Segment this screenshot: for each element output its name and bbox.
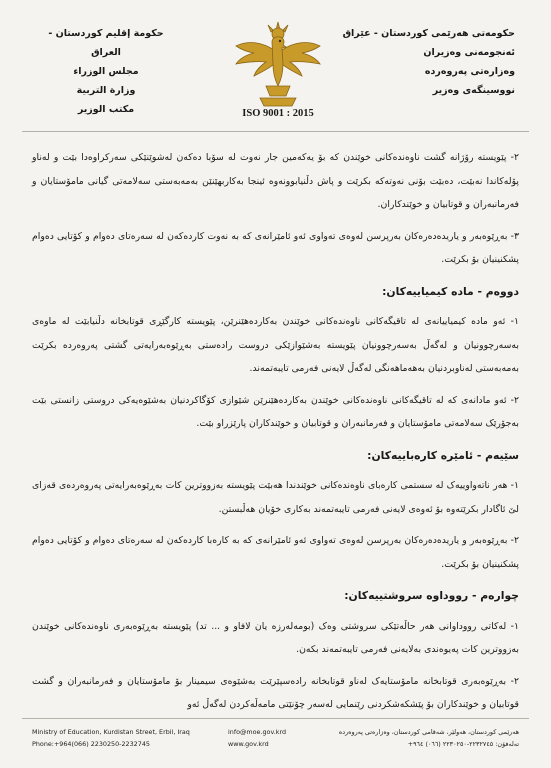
section-heading-natural-events: چوارەم - رووداوە سروشتییەکان:: [344, 589, 519, 602]
section-heading-chemicals: دووەم - مادە کیمیاییەکان:: [382, 284, 519, 298]
header-kurdish-line: نووسینگەی وەزیر: [432, 85, 515, 96]
footer-contact: [228, 726, 286, 750]
body-paragraph: ٢- پێویستە رۆژانە گشت ناوەندەکانی خوێندن کە بۆ یەکەمین جار نەوت لە سۆبا دەکەن لەشوێنێکی سەرکراوەدا بێت و لەناو پۆلەکاندا نەبێت، دەبێت بۆنی نەوتەکە بکرێت و پاش دڵنیابوونەوە ئینجا بەکاربهێنێن بەمەبەستی سەلامەتی گیانی مامۆستایان و فەرمانبەران و قوتابیان و خوێندکاران.: [32, 152, 519, 210]
body-paragraph: ٢- ئەو مادانەی کە لە تاقیگەکانی ناوەندەکانی خوێندن بەکاردەهێنرێن شێوازی کۆگاکردنیان بەشێوەیەکی دروستی زانستی بێت بەجۆرێک سەلامەتی مامۆستایان و فەرمانبەران و قوتابیان و خوێندکاران پارێزراو بێت.: [32, 394, 519, 429]
body-paragraph: ٢- بەڕێوەبەر و یاریدەدەرەکان بەرپرسن لەوەی تەواوی ئەو ئامێرانەی کە بە کارەبا کاردەکەن لە سەرەتای دەوام و کۆتایی دەوام پشکنینیان بۆ بکرێت.: [32, 535, 519, 570]
body-paragraph: ٢- بەڕێوەبەری قوتابخانە مامۆستایەک لەناو قوتابخانە رادەسپێرێت بەشێوەی سیمینار بۆ مامۆستایان و فەرمانبەران و گشت قوتابیان و خوێندکاران بۆ پێشکەشکردنی رێنمایی لەسەر چۆنێتی مامەڵەکردن لەگەڵ ئەو: [32, 675, 519, 710]
body-paragraph: ٣- بەڕێوەبەر و یاریدەدەرەکان بەرپرسن لەوەی تەواوی ئەو ئامێرانەی کە بە نەوت کاردەکەن لە سەرەتای دەوام و کۆتایی دەوام پشکنینیان بۆ بکرێت.: [32, 230, 519, 265]
header-kurdish-line: وەزارەتی پەروەردە: [424, 66, 515, 77]
section-heading-electrical: سێیەم - ئامێرە کارەباییەکان:: [367, 448, 519, 462]
header-kurdish-line: حکومەتی هەرێمی کوردستان - عێراق: [342, 28, 515, 39]
header-divider: [22, 131, 529, 132]
footer-address-english: [32, 726, 190, 750]
header-arabic-line: مكتب الوزير: [77, 104, 135, 115]
header-arabic-block: [36, 24, 176, 119]
footer-divider: [22, 718, 529, 719]
footer-website-link[interactable]: www.gov.krd: [228, 740, 269, 748]
footer-email-link[interactable]: info@moe.gov.krd: [228, 728, 287, 736]
footer-address-line: Ministry of Education, Kurdistan Street, Erbil, Iraq: [32, 728, 190, 736]
header-arabic-line: مجلس الوزراء: [73, 66, 139, 77]
body-paragraph: ١- هەر ناتەواوییەک لە سستمی کارەبای ناوەندەکانی خوێندندا هەبێت پێویستە بەزووترین کات بەڕێوەبەرایەتی پەروەردەی قەزای لێ ئاگادار بکرێتەوە بۆ ئەوەی لایەنی فەرمی تایبەتمەند بەکاری خۆیان هەڵبستن.: [32, 480, 519, 515]
footer-phone-line: Phone:+964(066) 2230250-2232745: [32, 740, 150, 748]
footer-address-line: هەرێمی کوردستان، هەولێر، شەقامی کوردستان، وەزارەتی پەروەردە: [338, 728, 519, 736]
header-arabic-line: وزارة التربية: [76, 85, 136, 96]
header-arabic-line: حكومة إقليم كوردستان - العراق: [48, 28, 164, 58]
letter-body: [32, 146, 519, 725]
footer-phone-line: تەلەفۆن: ٢٢٣٢٧٤٥-٢٢٣٠٢٥٠ (٠٦٦) ٩٦٤+: [407, 740, 519, 748]
footer-address-kurdish: [339, 726, 519, 750]
iso-certification: ISO 9001 : 2015: [242, 108, 314, 119]
header-kurdish-line: ئەنجومەنی وەزیران: [423, 47, 515, 58]
header-kurdish-block: [343, 24, 515, 100]
body-paragraph: ١- ئەو مادە کیمیاییانەی لە تاقیگەکانی ناوەندەکانی خوێندن بەکاردەهێنرێن، پێویستە کارگێڕی قوتابخانە دڵنیابێت لە ماوەی بەسەرچوونیان و لەگەڵ بەسەرچوونیان پێویستە بەشێوازێکی دروست رادەستی بەڕێوەبەرایەتی گشتی پەروەردە بکرێت بەمەبەستی لەناوبردنیان بەهەماهەنگی لەگەڵ لایەنی فەرمی تایبەتمەند.: [32, 316, 519, 374]
body-paragraph: ١- لەکاتی رووداوانی هەر حاڵەتێکی سروشتی وەک (بومەلەرزە یان لافاو و ... تد) پێویستە بەڕێوەبەری ناوەندەکانی خوێندن بەزووترین کات پەیوەندی بەلایەنی فەرمی تایبەتمەند بکەن.: [32, 620, 519, 655]
kurdistan-emblem-icon: [226, 20, 330, 112]
